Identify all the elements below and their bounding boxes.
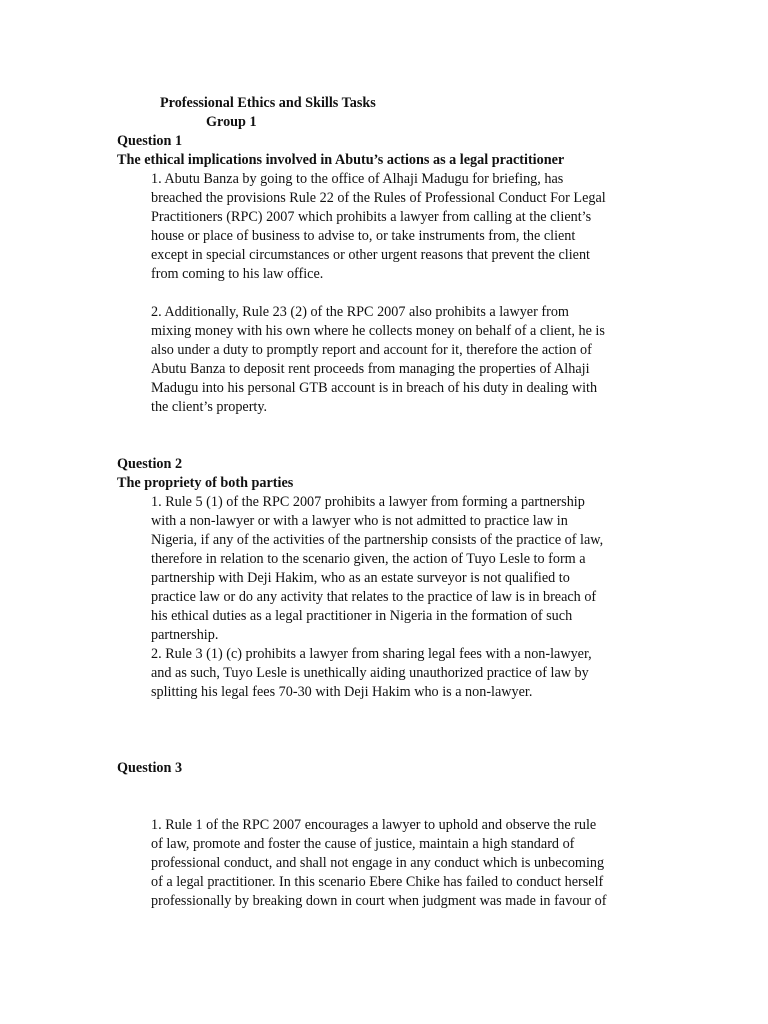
text-line: 2. Additionally, Rule 23 (2) of the RPC 2007 also prohibits a lawyer from (151, 304, 569, 320)
text-line: 1. Rule 5 (1) of the RPC 2007 prohibits a lawyer from forming a partnership (151, 494, 585, 510)
text-line: the client’s property. (151, 399, 268, 415)
text-line: splitting his legal fees 70-30 with Deji Hakim who is a non-lawyer. (151, 684, 533, 700)
text-line: breached the provisions Rule 22 of the Rules of Professional Conduct For Legal (151, 190, 606, 206)
text-line: 1. Rule 1 of the RPC 2007 encourages a lawyer to uphold and observe the rule (151, 817, 597, 833)
question-1-paragraph-1 (151, 170, 651, 284)
text-line: with a non-lawyer or with a lawyer who is not admitted to practice law in (151, 513, 568, 529)
document-title: Professional Ethics and Skills Tasks (160, 95, 376, 111)
question-1-paragraph-2 (151, 303, 651, 417)
question-3-heading: Question 3 (117, 760, 183, 776)
text-line: therefore in relation to the scenario given, the action of Tuyo Lesle to form a (151, 551, 586, 567)
text-line: professional conduct, and shall not engage in any conduct which is unbecoming (151, 855, 605, 871)
document-subtitle: Group 1 (206, 114, 257, 130)
text-line: partnership with Deji Hakim, who as an estate surveyor is not qualified to (151, 570, 570, 586)
question-1-subheading: The ethical implications involved in Abutu’s actions as a legal practitioner (117, 152, 565, 168)
text-line: Nigeria, if any of the activities of the partnership consists of the practice of law, (151, 532, 604, 548)
text-line: mixing money with his own where he collects money on behalf of a client, he is (151, 323, 605, 339)
text-line: from coming to his law office. (151, 266, 324, 282)
text-line: of law, promote and foster the cause of justice, maintain a high standard of (151, 836, 575, 852)
text-line: his ethical duties as a legal practitioner in Nigeria in the formation of such (151, 608, 573, 624)
question-2-paragraph-1 (151, 493, 651, 702)
question-1-heading: Question 1 (117, 133, 183, 149)
text-line: except in special circumstances or other urgent reasons that prevent the client (151, 247, 590, 263)
text-line: of a legal practitioner. In this scenario Ebere Chike has failed to conduct herself (151, 874, 604, 890)
text-line: professionally by breaking down in court when judgment was made in favour of (151, 893, 607, 909)
text-line: partnership. (151, 627, 219, 643)
text-line: Practitioners (RPC) 2007 which prohibits a lawyer from calling at the client’s (151, 209, 592, 225)
text-line: 2. Rule 3 (1) (c) prohibits a lawyer from sharing legal fees with a non-lawyer, (151, 646, 592, 662)
text-line: house or place of business to advise to, or take instruments from, the client (151, 228, 576, 244)
text-line: and as such, Tuyo Lesle is unethically aiding unauthorized practice of law by (151, 665, 589, 681)
question-2-heading: Question 2 (117, 456, 183, 472)
text-line: Madugu into his personal GTB account is in breach of his duty in dealing with (151, 380, 598, 396)
text-line: 1. Abutu Banza by going to the office of Alhaji Madugu for briefing, has (151, 171, 564, 187)
question-3-paragraph-1 (151, 816, 651, 911)
text-line: practice law or do any activity that relates to the practice of law is in breach of (151, 589, 597, 605)
text-line: Abutu Banza to deposit rent proceeds from managing the properties of Alhaji (151, 361, 590, 377)
text-line: also under a duty to promptly report and account for it, therefore the action of (151, 342, 592, 358)
question-2-subheading: The propriety of both parties (117, 475, 294, 491)
